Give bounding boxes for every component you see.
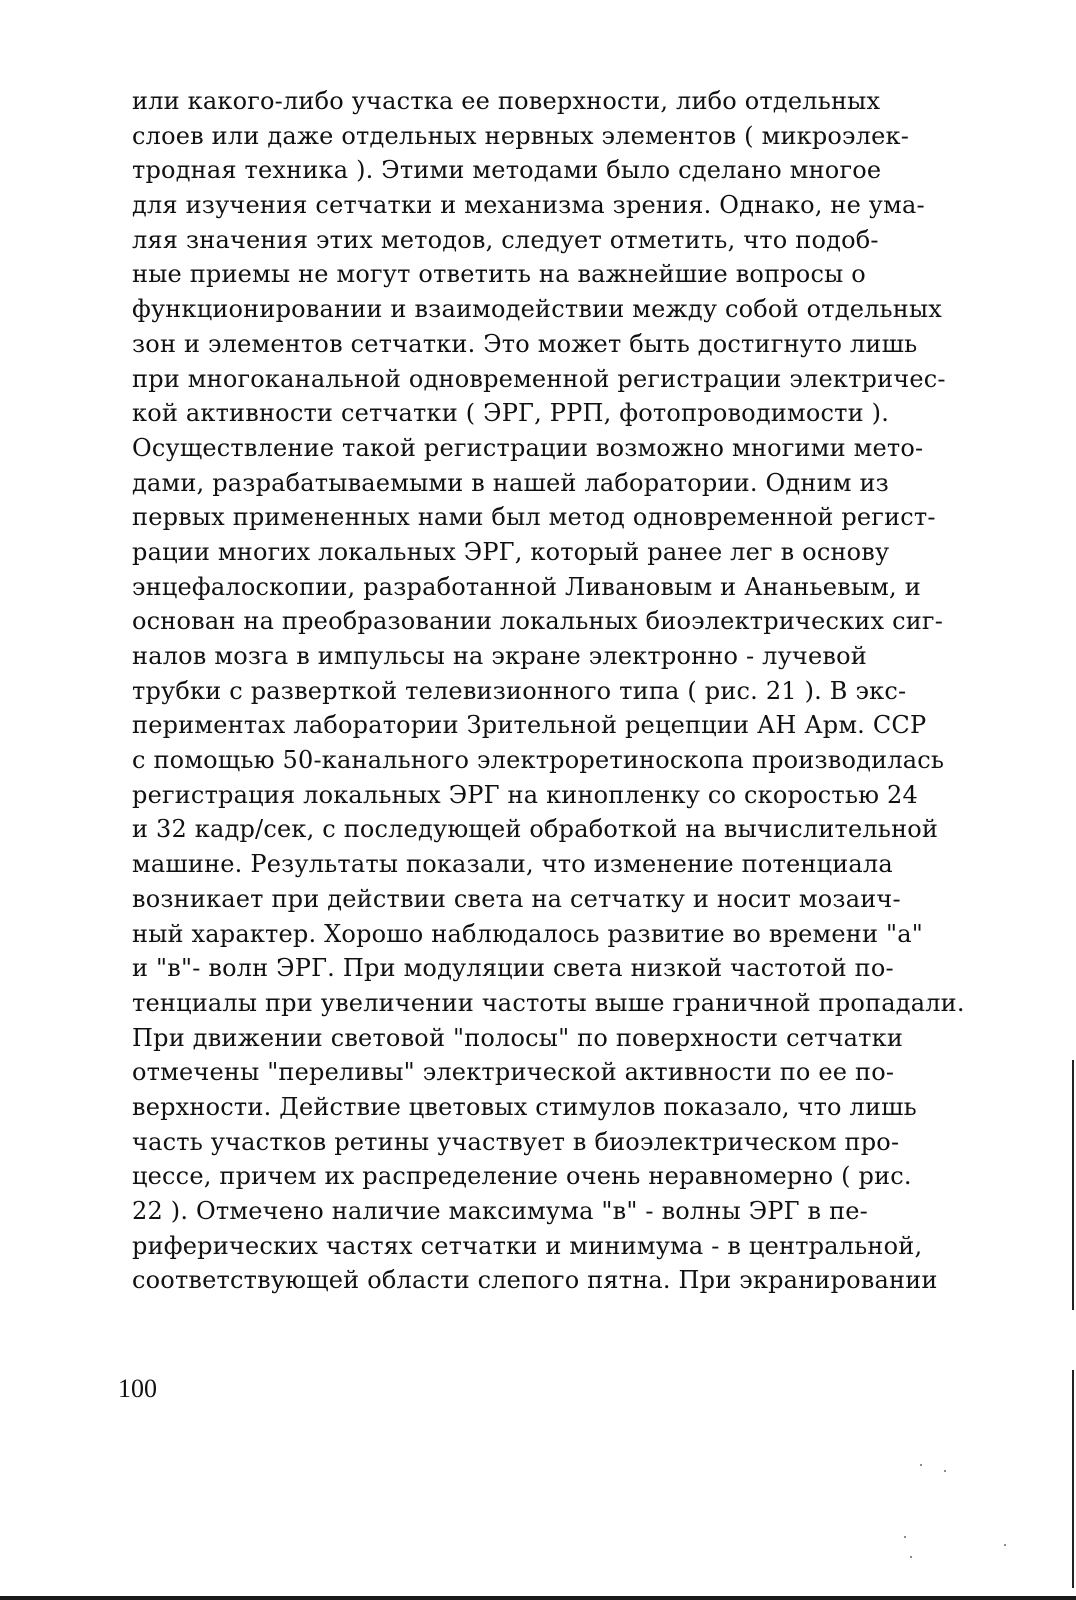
scan-edge-mark <box>1072 1370 1074 1588</box>
text-line: зон и элементов сетчатки. Это может быть достигнуто лишь <box>132 329 918 358</box>
text-line: с помощью 50-канального электроретиноскопа производилась <box>132 746 945 775</box>
text-line: тенциалы при увеличении частоты выше граничной пропадали. <box>132 988 965 1017</box>
page-number: 100 <box>118 1374 157 1403</box>
text-line: кой активности сетчатки ( ЭРГ, РРП, фотопроводимости ). <box>132 399 890 428</box>
scan-speck <box>904 1536 906 1538</box>
scan-edge-mark <box>1072 1060 1074 1310</box>
scan-speck <box>910 1556 912 1558</box>
body-text <box>132 84 1072 1298</box>
text-line: энцефалоскопии, разработанной Ливановым и Ананьевым, и <box>132 572 921 601</box>
text-line: для изучения сетчатки и механизма зрения. Однако, не ума- <box>132 191 925 220</box>
text-line: основан на преобразовании локальных биоэлектрических сиг- <box>132 607 944 636</box>
text-line: или какого-либо участка ее поверхности, либо отдельных <box>132 87 881 115</box>
text-line: возникает при действии света на сетчатку и носит мозаич- <box>132 884 901 913</box>
text-line: и "в"- волн ЭРГ. При модуляции света низкой частотой по- <box>132 954 894 983</box>
text-line: цессе, причем их распределение очень неравномерно ( рис. <box>132 1162 912 1191</box>
text-line: При движении световой "полосы" по поверхности сетчатки <box>132 1023 904 1052</box>
text-line: Осуществление такой регистрации возможно многими мето- <box>132 433 924 462</box>
text-line: соответствующей области слепого пятна. При экранировании <box>132 1266 938 1295</box>
scan-speck <box>1004 1544 1006 1546</box>
text-line: ные приемы не могут ответить на важнейшие вопросы о <box>132 260 866 289</box>
text-line: слоев или даже отдельных нервных элементов ( микроэлек- <box>132 121 910 150</box>
text-line: рации многих локальных ЭРГ, который ранее лег в основу <box>132 537 890 566</box>
text-line: функционировании и взаимодействии между собой отдельных <box>132 295 943 324</box>
text-line: ный характер. Хорошо наблюдалось развитие во времени "а" <box>132 919 924 948</box>
scan-speck <box>944 1470 946 1472</box>
text-line: трубки с разверткой телевизионного типа ( рис. 21 ). В экс- <box>132 676 907 705</box>
text-line: ляя значения этих методов, следует отметить, что подоб- <box>132 225 879 254</box>
text-line: машине. Результаты показали, что изменение потенциала <box>132 850 893 879</box>
text-line: налов мозга в импульсы на экране электронно - лучевой <box>132 642 867 670</box>
text-line: периментах лаборатории Зрительной рецепции АН Арм. ССР <box>132 711 927 740</box>
text-line: отмечены "переливы" электрической активности по ее по- <box>132 1058 895 1087</box>
scan-speck <box>920 1464 922 1466</box>
scan-bottom-edge <box>0 1596 1076 1600</box>
text-line: часть участков ретины участвует в биоэлектрическом про- <box>132 1127 900 1156</box>
text-line: регистрация локальных ЭРГ на кинопленку со скоростью 24 <box>132 780 918 809</box>
text-line: 22 ). Отмечено наличие максимума "в" - волны ЭРГ в пе- <box>132 1197 868 1225</box>
text-line: и 32 кадр/сек, с последующей обработкой на вычислительной <box>132 815 939 844</box>
text-line: при многоканальной одновременной регистрации электричес- <box>132 364 946 393</box>
text-line: верхности. Действие цветовых стимулов показало, что лишь <box>132 1092 917 1121</box>
text-line: первых примененных нами был метод одновременной регист- <box>132 503 936 532</box>
text-line: риферических частях сетчатки и минимума - в центральной, <box>132 1231 923 1260</box>
text-line: тродная техника ). Этими методами было сделано многое <box>132 156 882 185</box>
text-line: дами, разрабатываемыми в нашей лаборатории. Одним из <box>132 468 889 497</box>
